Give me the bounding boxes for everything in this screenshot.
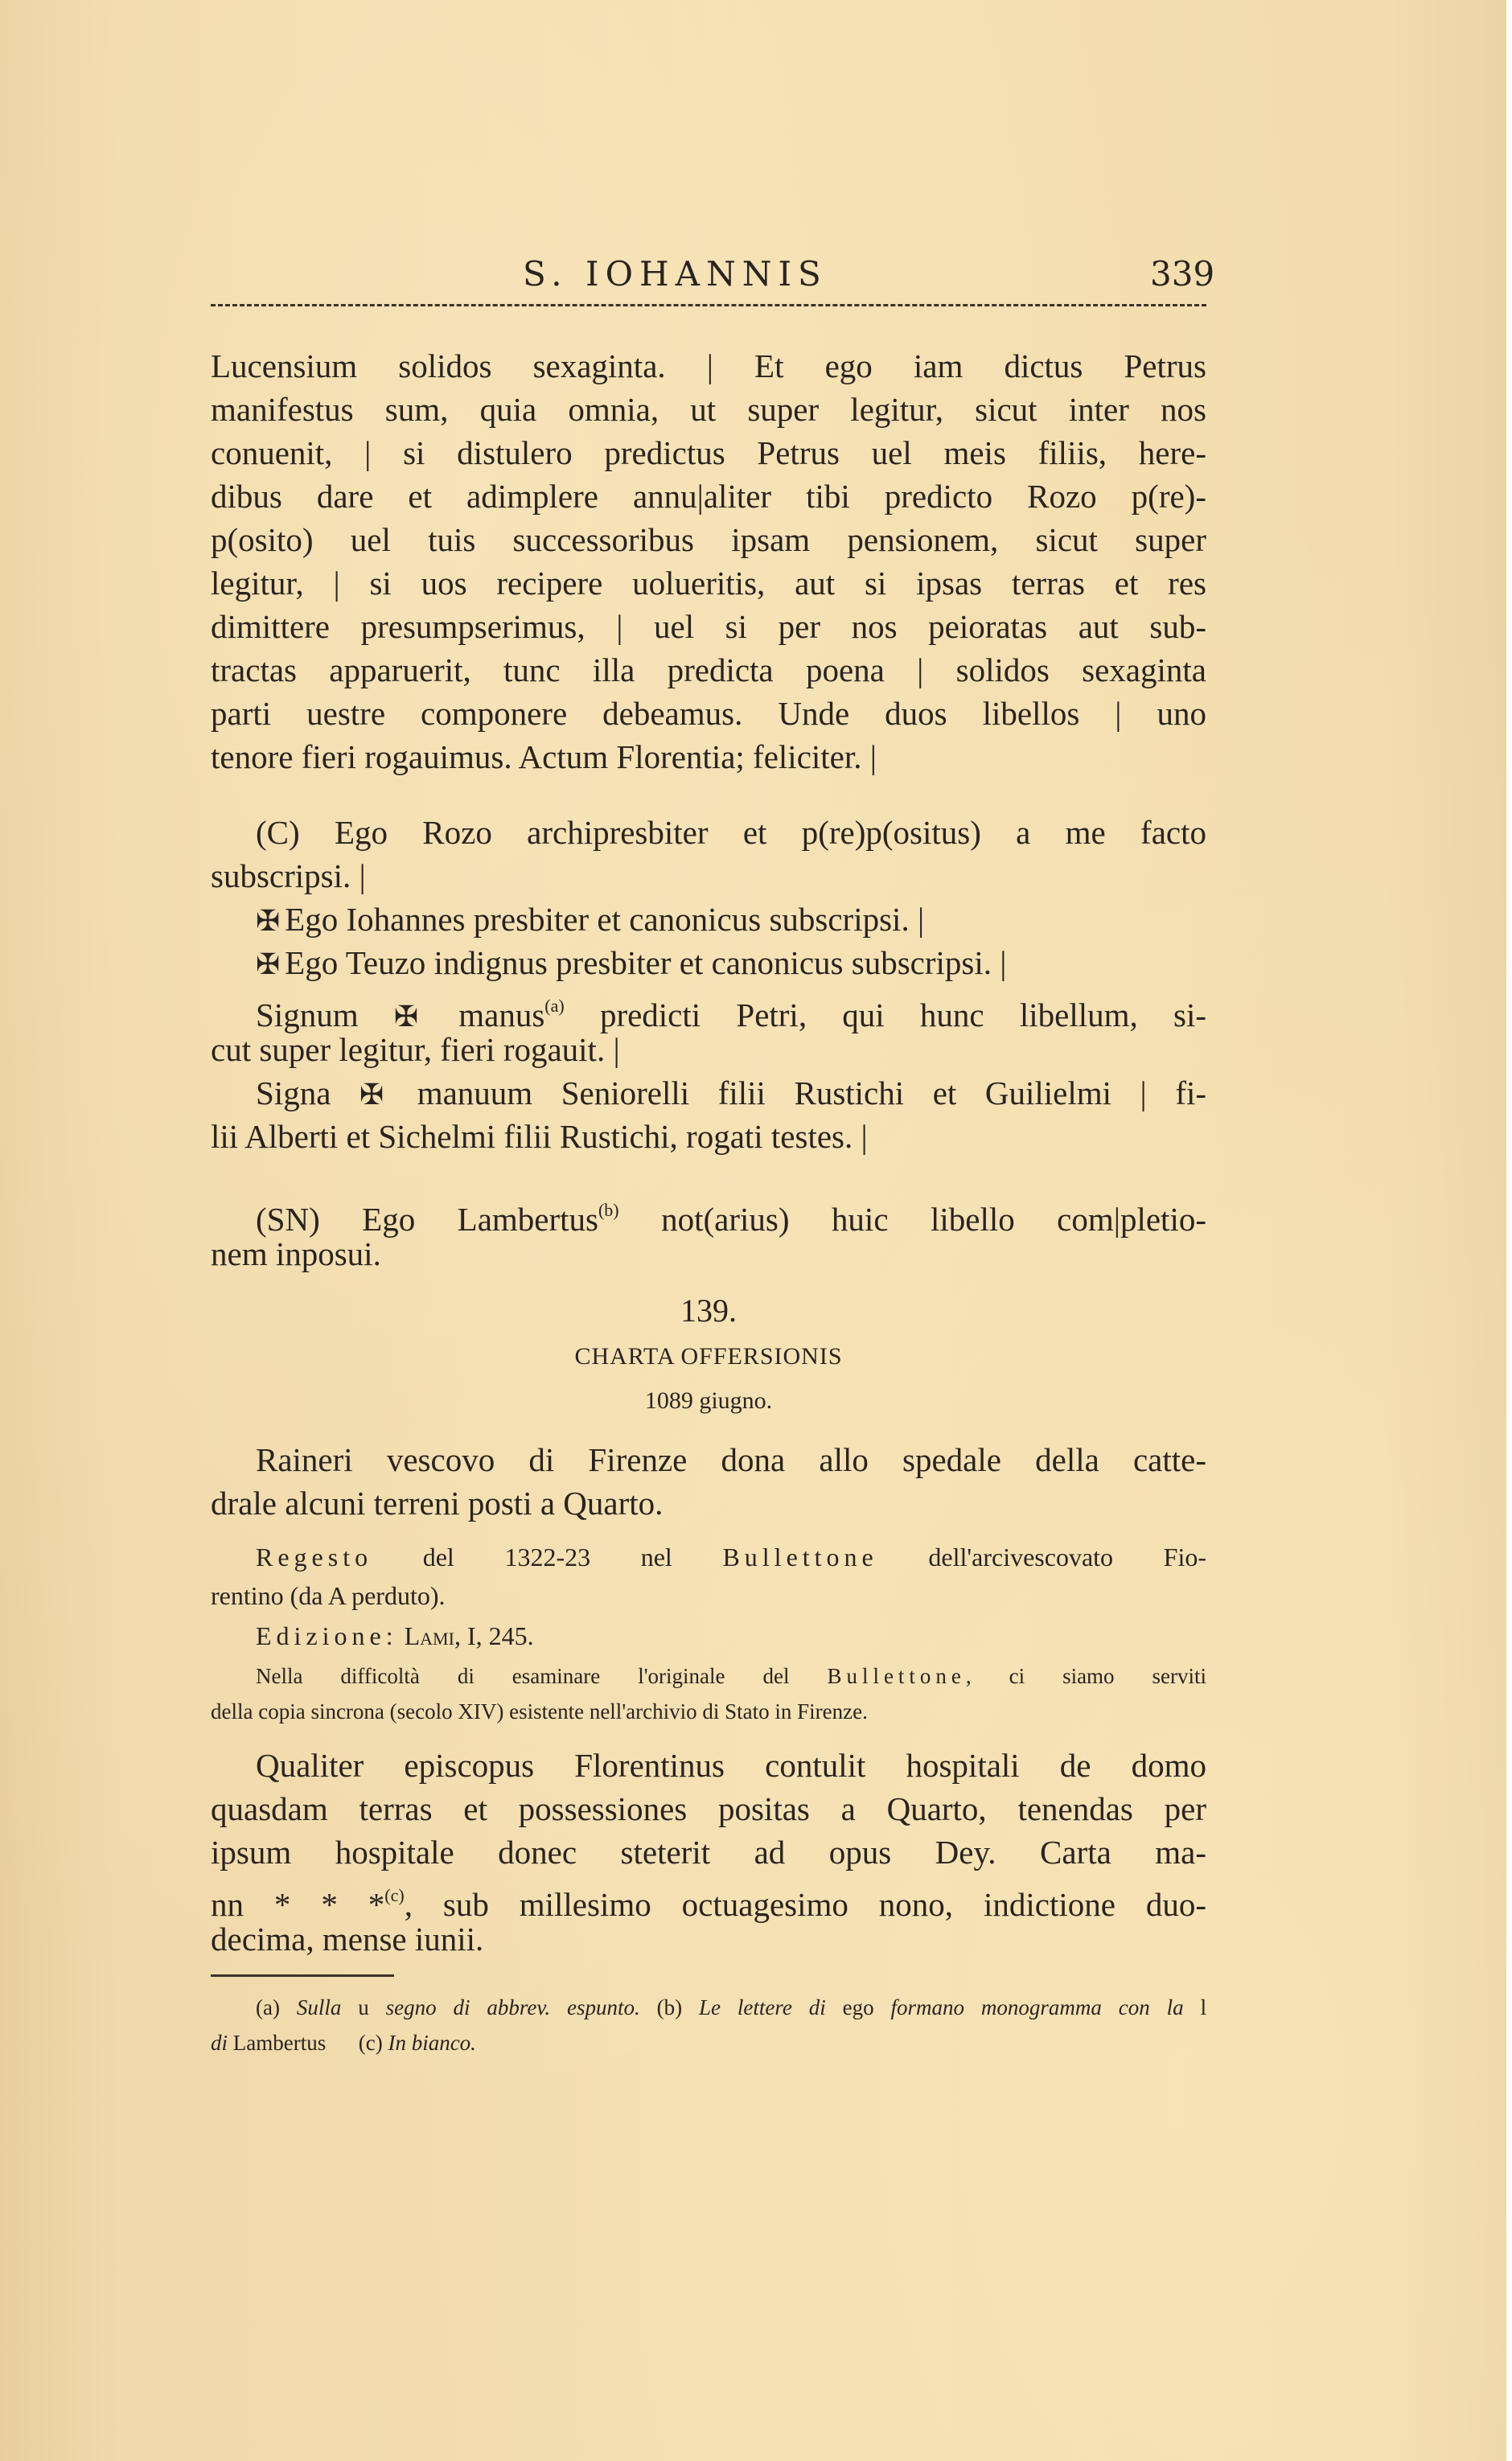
edizione-line: Edizione: Lami, I, 245. — [256, 1621, 534, 1650]
edizione-label: Edizione: — [256, 1621, 398, 1650]
text-line: dimittere presumpserimus, | uel si per nos peioratas aut sub- — [211, 608, 1206, 645]
note-line: Nella difficoltà di esaminare l'originale del Bullettone, ci siamo serviti — [256, 1664, 1207, 1688]
note-source: Bullettone — [827, 1664, 966, 1688]
text-line: tractas apparuerit, tunc illa predicta poena | solidos sexaginta — [211, 651, 1206, 688]
notary-line: (SN) Ego Lambertus$^{(b)}$ not(arius) huic libello com|pletio- — [256, 1200, 1206, 1238]
text-line: Lucensium solidos sexaginta. | Et ego iam dictus Petrus — [211, 347, 1206, 384]
footnote-ref-a[interactable]: (a) — [544, 996, 565, 1016]
regesto-line: Regesto del 1322-23 nel Bullettone dell'arcivescovato Fio- — [256, 1543, 1206, 1572]
document-title: CHARTA OFFERSIONIS — [574, 1343, 843, 1370]
subscription-teuzo: ✠ Ego Teuzo indignus presbiter et canonicus subscripsi. | — [211, 941, 1206, 984]
edizione-author: Lami — [404, 1621, 454, 1650]
text-line: dibus dare et adimplere annu|aliter tibi predicto Rozo p(re)- — [211, 478, 1206, 515]
text-line: nn * * *$^{(c)}$, sub millesimo octuagesimo nono, indictione duo- — [211, 1885, 1206, 1923]
regesto-source: Bullettone — [722, 1543, 878, 1572]
subscription-rozo-cont: subscripsi. | — [211, 857, 366, 894]
footnote-ref-b[interactable]: (b) — [598, 1200, 619, 1220]
document-date: 1089 giugno. — [644, 1387, 773, 1414]
text-line: legitur, | si uos recipere uolueritis, aut si ipsas terras et res — [211, 565, 1206, 602]
signa-testes-cont: lii Alberti et Sichelmi filii Rustichi, rogati testes. | — [211, 1118, 868, 1155]
footnote-a: (a) Sulla u segno di abbrev. espunto. — [256, 1995, 640, 2019]
text-line: p(osito) uel tuis successoribus ipsam pensionem, sicut super — [211, 521, 1206, 558]
document-number: 139. — [680, 1292, 737, 1329]
summary-line: Raineri vescovo di Firenze dona allo spedale della catte- — [256, 1441, 1206, 1478]
text-line: ipsum hospitale donec steterit ad opus Dey. Carta ma- — [211, 1834, 1206, 1871]
text-line: Qualiter episcopus Florentinus contulit hospitali de domo — [256, 1747, 1206, 1784]
cross-monogram-icon: ✠ — [256, 905, 281, 937]
signum-petri-cont: cut super legitur, fieri rogauit. | — [211, 1031, 620, 1068]
page-number: 339 — [1150, 254, 1215, 294]
regesto-label: Regesto — [256, 1543, 373, 1572]
footnote-b: (b) Le lettere di ego formano monogramma con la l — [656, 1995, 1207, 2019]
text-line: decima, mense iunii. — [211, 1921, 484, 1958]
text-line: manifestus sum, quia omnia, ut super legitur, sicut inter nos — [211, 391, 1206, 428]
text-line: tenore fieri rogauimus. Actum Florentia; feliciter. | — [211, 738, 877, 775]
footnote-c: (c) In bianco. — [358, 2031, 476, 2055]
text-line: conuenit, | si distulero predictus Petrus uel meis filiis, here- — [211, 434, 1206, 471]
notary-line-cont: nem inposui. — [211, 1235, 381, 1272]
summary-line: drale alcuni terreni posti a Quarto. — [211, 1485, 664, 1522]
signa-testes: Signa ✠ manuum Seniorelli filii Rustichi et Guilielmi | fi- — [211, 1071, 1206, 1115]
subscription-iohannes: ✠ Ego Iohannes presbiter et canonicus subscripsi. | — [211, 898, 1206, 941]
text-line: parti uestre componere debeamus. Unde duos libellos | uno — [211, 695, 1206, 732]
signum-petri: Signum ✠ manus$^{(a)}$ predicti Petri, qui hunc libellum, si- — [211, 984, 1206, 1028]
subscription-rozo: (C) Ego Rozo archipresbiter et p(re)p(ositus) a me facto — [256, 814, 1206, 851]
cross-monogram-icon: ✠ — [393, 1000, 418, 1033]
cross-monogram-icon: ✠ — [359, 1078, 384, 1111]
footnote-line — [211, 1990, 1206, 2025]
text-line: quasdam terras et possessiones positas a Quarto, tenendas per — [211, 1790, 1206, 1827]
note-line-cont: della copia sincrona (secolo XIV) esistente nell'archivio di Stato in Firenze. — [211, 1699, 868, 1724]
header-rule — [211, 304, 1206, 306]
running-title: S. IOHANNIS — [523, 254, 828, 294]
cross-monogram-icon: ✠ — [256, 948, 281, 980]
footnote-rule — [211, 1974, 394, 1977]
footnote-ref-c[interactable]: (c) — [384, 1885, 405, 1905]
footnote-line-cont: di Lambertus (c) In bianco. — [211, 2031, 476, 2055]
regesto-line-cont: rentino (da A perduto). — [211, 1581, 446, 1610]
